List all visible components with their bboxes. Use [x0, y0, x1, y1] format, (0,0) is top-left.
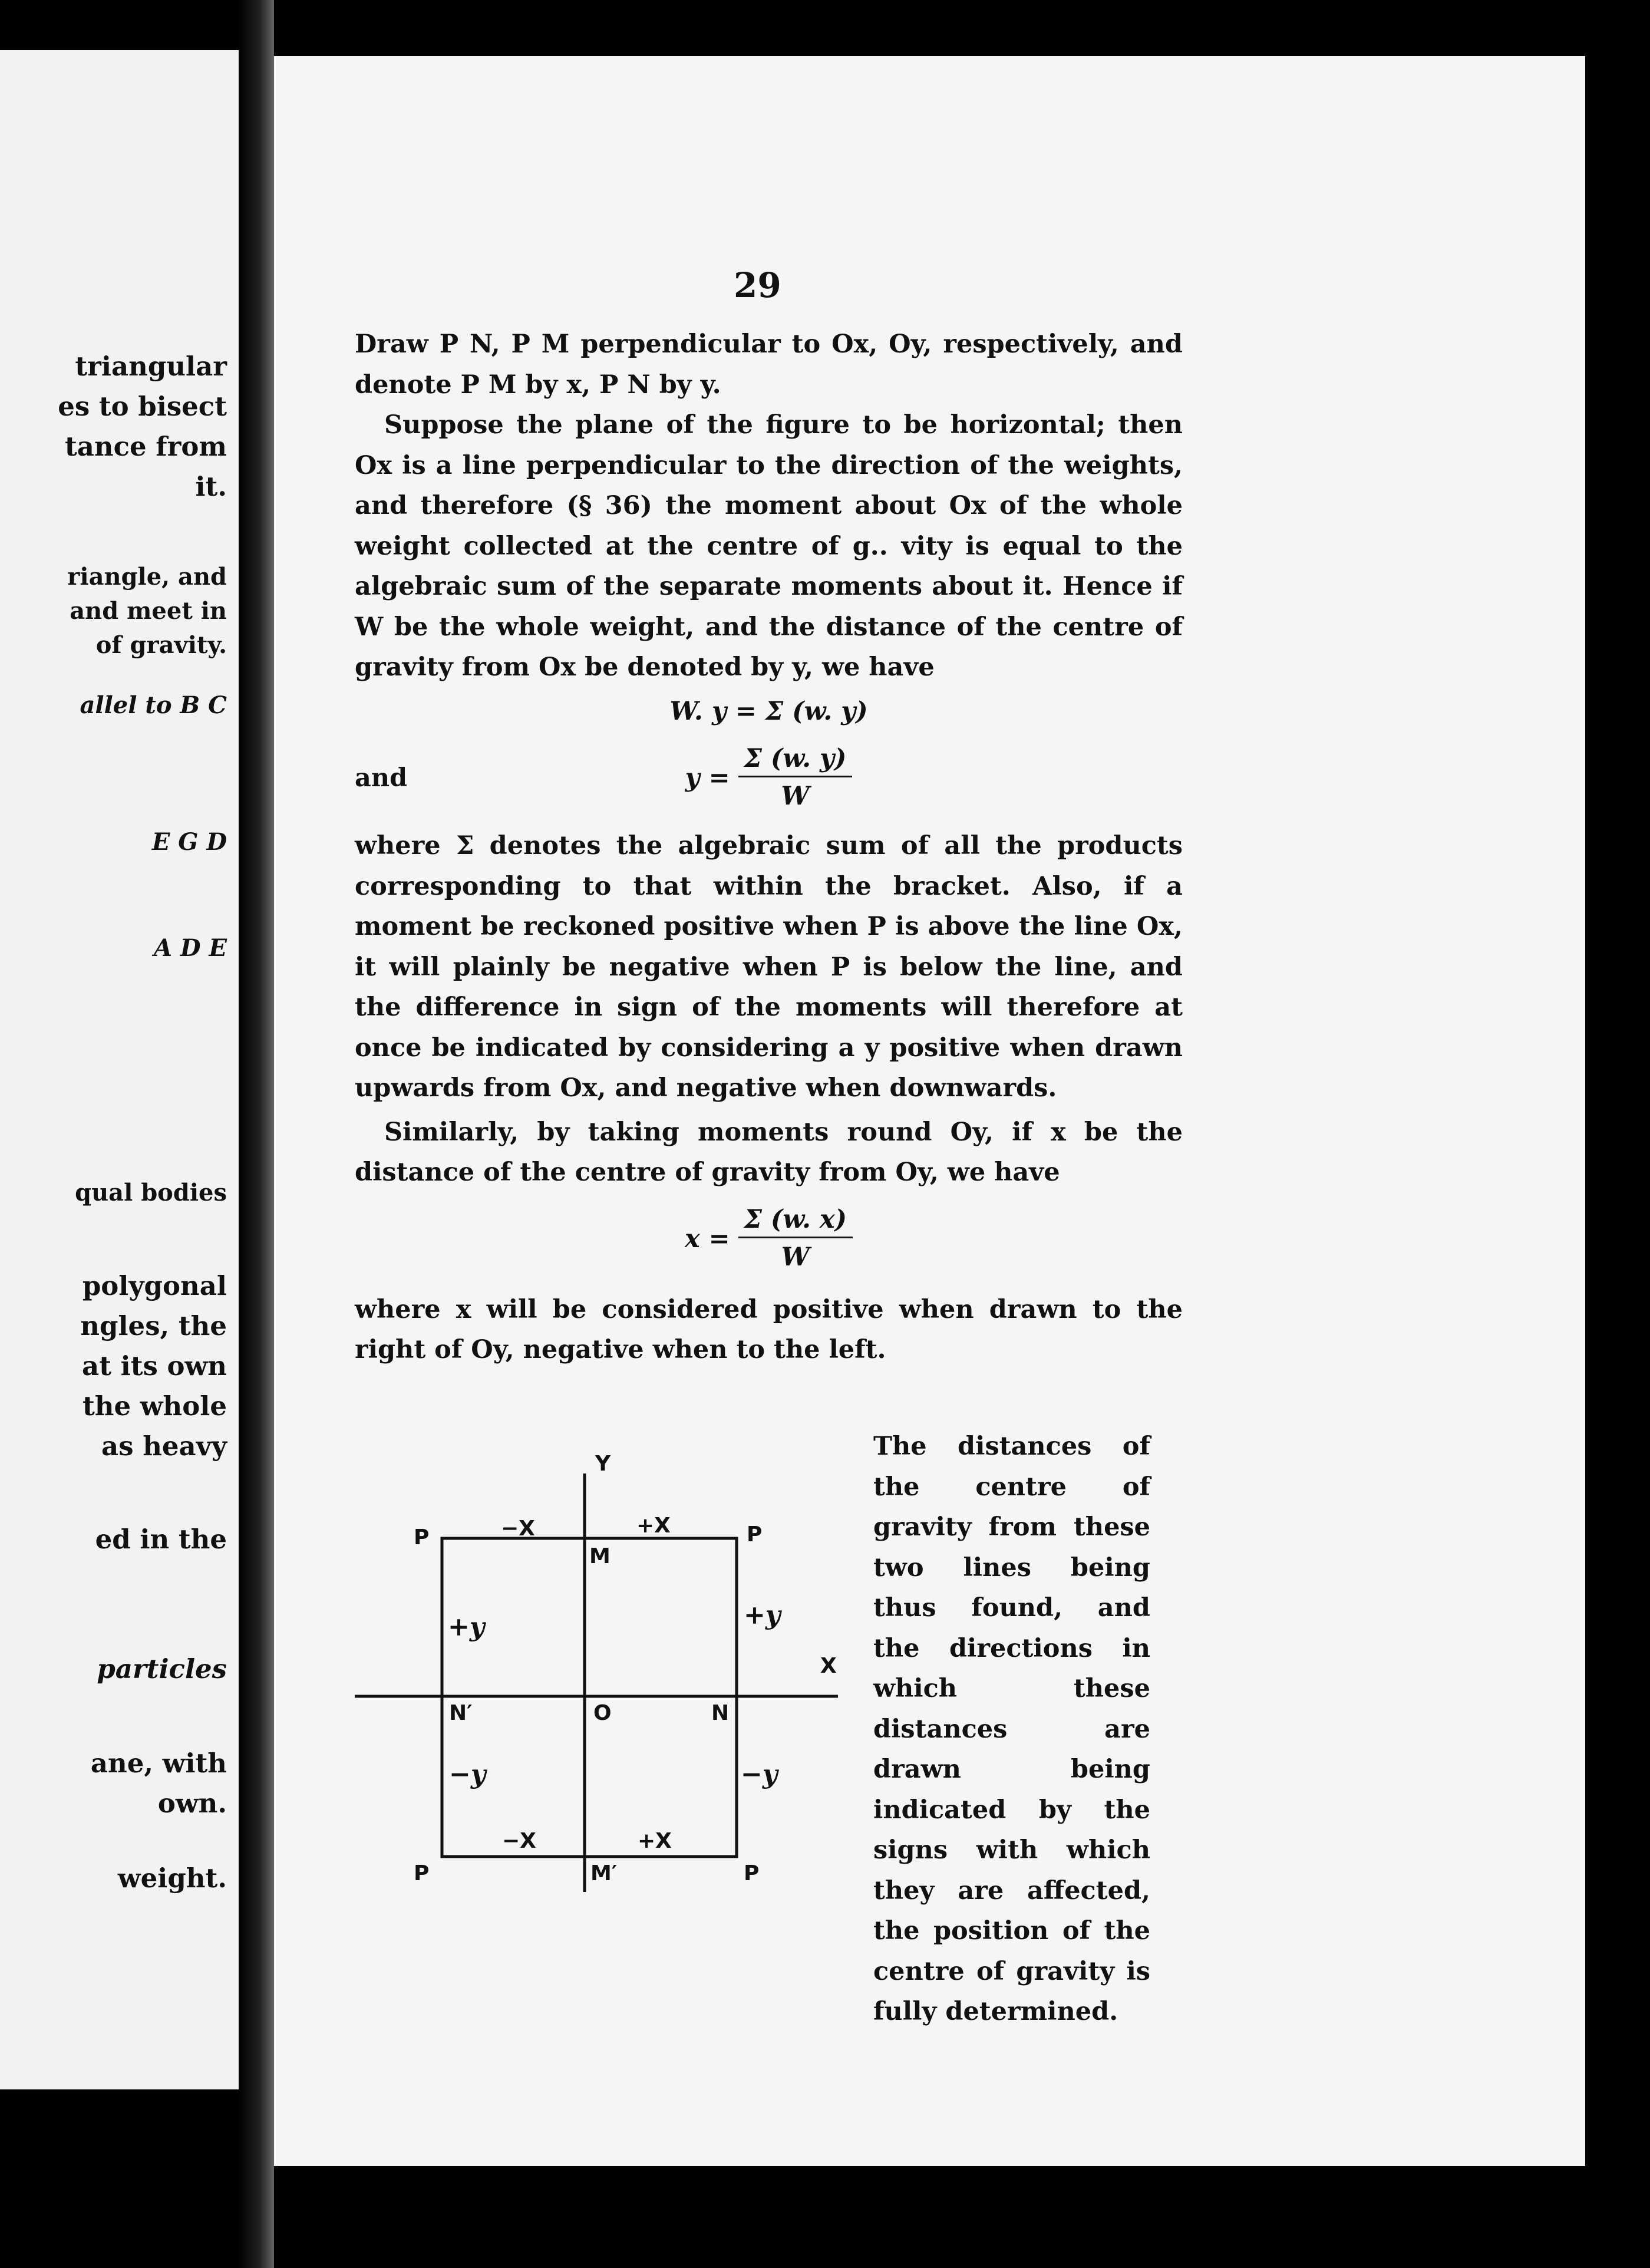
equation-2 — [355, 734, 1183, 822]
left-page-fragment — [0, 50, 239, 2089]
point-n-label: N — [711, 1701, 730, 1725]
right-page — [274, 56, 1585, 2166]
left-text-line: E G D — [151, 828, 227, 856]
left-text-line: ane, with — [90, 1748, 227, 1779]
left-text-line: the whole — [82, 1390, 227, 1422]
minus-x-top-label: −X — [501, 1517, 535, 1541]
diagram-section — [355, 1426, 1183, 2026]
left-text-line: as heavy — [101, 1430, 227, 1462]
equation-3-numerator: Σ (w. x) — [738, 1202, 853, 1238]
minus-y-right-label: −y — [741, 1759, 778, 1789]
point-n-prime-label: N′ — [449, 1701, 473, 1725]
page-number: 29 — [734, 265, 781, 305]
left-text-line: riangle, and — [67, 563, 227, 591]
coordinate-diagram — [355, 1426, 862, 1910]
left-text-line: qual bodies — [75, 1179, 227, 1206]
paragraph-1: Draw P N, P M perpendicular to Ox, Oy, respectively, and denote P M by x, P N by y. — [355, 329, 1183, 400]
equation-2-numerator: Σ (w. y) — [738, 741, 853, 777]
left-text-line: and meet in — [70, 597, 227, 625]
equation-3-fraction — [738, 1202, 853, 1276]
point-m-label: M — [589, 1544, 610, 1568]
book-gutter — [239, 0, 274, 2268]
left-text-line: ed in the — [95, 1524, 227, 1555]
equation-2-label: and — [355, 763, 408, 793]
left-text-line: polygonal — [82, 1270, 227, 1301]
point-p-top-left: P — [414, 1525, 430, 1550]
point-p-bottom-right: P — [744, 1861, 760, 1885]
left-text-line: particles — [97, 1653, 227, 1684]
point-p-top-right: P — [747, 1522, 763, 1547]
side-paragraph: The distances of the centre of gravity from these two lines being thus found, and the directions in which these distances are drawn being indicated by the signs with which they are affected, the position of the centre of gravity is fully determined. — [873, 1432, 1150, 2026]
point-m-prime-label: M′ — [590, 1861, 618, 1885]
page-body — [355, 324, 1183, 1370]
x-axis-label: X — [820, 1654, 837, 1678]
equation-2-fraction — [738, 741, 853, 815]
left-text-line: triangular — [75, 351, 227, 382]
origin-label: O — [593, 1701, 612, 1725]
y-axis-label: Y — [595, 1452, 611, 1476]
paragraph-3: where Σ denotes the algebraic sum of all the products corresponding to that within the bracket. Also, if a moment be reckoned positive when P is above the line Ox, it will plainly be negative when P is below the line, and the difference in sign of the moments will therefore at once be indicated by considering a y positive when drawn upwards from Ox, and negative when downwards. — [355, 831, 1183, 1103]
point-p-bottom-left: P — [414, 1861, 430, 1885]
plus-y-right-label: +y — [744, 1600, 781, 1630]
left-text-line: tance from — [64, 431, 227, 462]
left-text-line: ngles, the — [80, 1310, 227, 1341]
left-text-line: es to bisect — [58, 391, 227, 422]
plus-x-bottom-label: +X — [638, 1829, 672, 1853]
equation-3 — [355, 1195, 1183, 1284]
minus-x-bottom-label: −X — [502, 1829, 536, 1853]
minus-y-left-label: −y — [449, 1759, 486, 1789]
left-text-line: A D E — [153, 934, 227, 962]
equation-2-lhs: y = — [685, 763, 730, 793]
equation-3-denominator: W — [781, 1242, 810, 1272]
plus-x-top-label: +X — [636, 1514, 671, 1538]
left-text-line: of gravity. — [95, 631, 227, 659]
left-text-line: allel to B C — [80, 691, 227, 719]
paragraph-5: where x will be considered positive when drawn to the right of Oy, negative when to the left. — [355, 1294, 1183, 1364]
equation-2-denominator: W — [781, 781, 810, 811]
plus-y-left-label: +y — [448, 1612, 485, 1642]
left-text-line: weight. — [117, 1862, 227, 1894]
paragraph-4: Similarly, by taking moments round Oy, if x be the distance of the centre of gravity from Oy, we have — [355, 1117, 1183, 1187]
equation-1: W. y = Σ (w. y) — [669, 696, 868, 726]
left-text-line: it. — [195, 471, 227, 502]
left-text-line: at its own — [82, 1350, 227, 1382]
paragraph-2: Suppose the plane of the figure to be horizontal; then Ox is a line perpendicular to the direction of the weights, and therefore (§ 36) the moment about Ox of the whole weight collected at the centre of g.. vity is equal to the algebraic sum of the separate moments about it. Hence if W be the whole weight, and the distance of the centre of gravity from Ox be denoted by y, we have — [355, 410, 1183, 682]
equation-3-lhs: x = — [685, 1224, 730, 1254]
left-text-line: own. — [157, 1788, 227, 1819]
